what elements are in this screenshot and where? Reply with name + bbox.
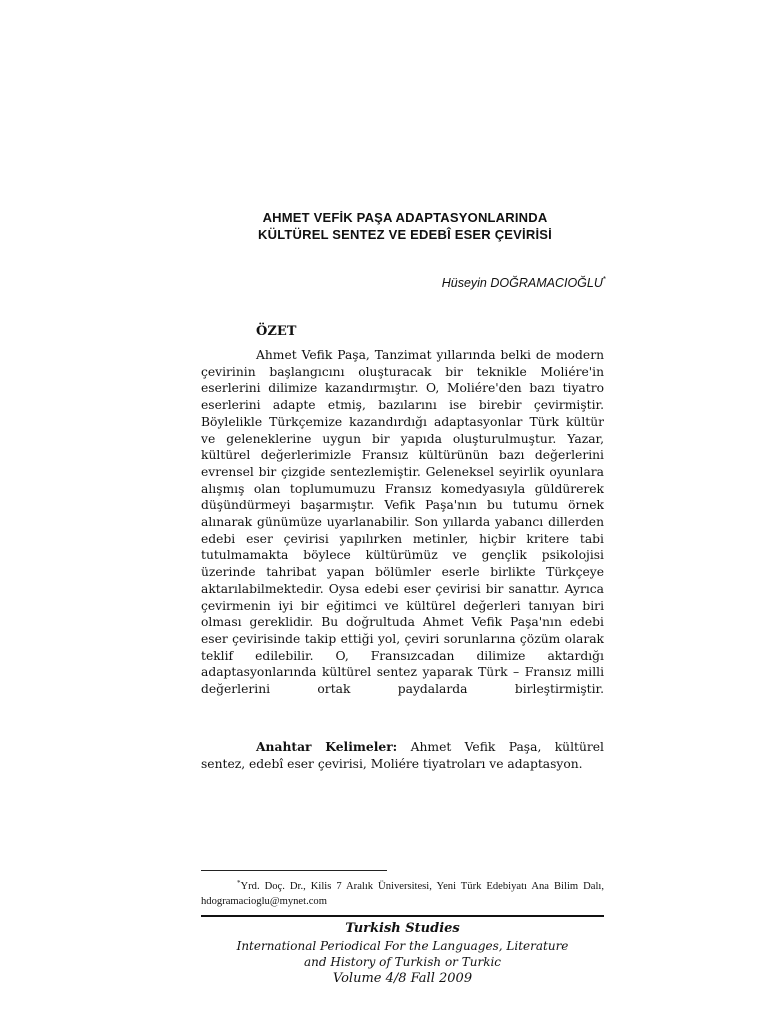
footer-rule [201,915,604,917]
journal-subtitle-line-1: International Periodical For the Languages, Literature [236,939,569,953]
author-name: Hüseyin DOĞRAMACIOĞLU [441,276,603,290]
article-title [200,209,610,243]
title-line-1: AHMET VEFİK PAŞA ADAPTASYONLARINDA [262,210,548,225]
keywords-label: Anahtar Kelimeler: [256,739,398,754]
title-line-2: KÜLTÜREL SENTEZ VE EDEBÎ ESER ÇEVİRİSİ [258,227,552,242]
abstract-heading: ÖZET [256,324,297,339]
footnote-rule [201,870,387,871]
journal-name: Turkish Studies [345,921,460,936]
journal-volume: Volume 4/8 Fall 2009 [332,971,473,986]
footnote-text: Yrd. Doç. Dr., Kilis 7 Aralık Üniversitesi, Yeni Türk Edebiyatı Ana Bilim Dalı, hdogramacioglu@mynet.com [201,881,604,907]
abstract-text: Ahmet Vefik Paşa, Tanzimat yıllarında belki de modern çevirinin başlangıcını oluşturacak bir teknikle Moliére'in eserlerini dilimize kazandırmıştır. O, Moliére'den bazı tiyatro eserlerini adapte etmiş, bazılarını ise birebir çevirmiştir. Böylelikle Türkçemize kazandırdığı adaptasyonlar Türk kültür ve geleneklerine uygun bir yapıda oluşturulmuştur. Yazar, kültürel değerlerimizle Fransız kültürünün bazı değerlerini evrensel bir çizgide sentezlemiştir. Geleneksel seyirlik oyunlara alışmış olan toplumumuzu Fransız komedyasıyla güldürerek düşündürmeyi başarmıştır. Vefik Paşa'nın bu tutumu örnek alınarak günümüze uyarlanabilir. Son yıllarda yabancı dillerden edebi eser çevirisi yapılırken metinler, hiçbir kritere tabi tutulmamakta böylece kültürümüz ve gençlik psikolojisi üzerinde tahribat yapan bölümler eserle birlikte Türkçeye aktarılabilmektedir. Oysa edebi eser çevirisi bir sanattır. Ayrıca çevirmenin iyi bir eğitimci ve kültürel değerleri tanıyan biri olması gereklidir. Bu doğrultuda Ahmet Vefik Paşa'nın edebi eser çevirisinde takip ettiği yol, çeviri sorunlarına çözüm olarak teklif edilebilir. O, Fransızcadan dilimize aktardığı adaptasyonlarında kültürel sentez yaparak Türk – Fransız milli değerlerini ortak paydalarda birleştirmiştir. [201,348,604,697]
author-footnote-mark: * [602,275,606,284]
footnote [201,876,604,909]
footnote-mark: * [237,879,241,887]
keywords [201,739,604,772]
journal-footer [201,920,604,987]
keywords-text: Ahmet Vefik Paşa, kültürel sentez, edebî eser çevirisi, Moliére tiyatroları ve adaptasyon. [201,740,604,771]
author [442,275,606,290]
journal-subtitle-line-2: and History of Turkish or Turkic [303,955,502,969]
